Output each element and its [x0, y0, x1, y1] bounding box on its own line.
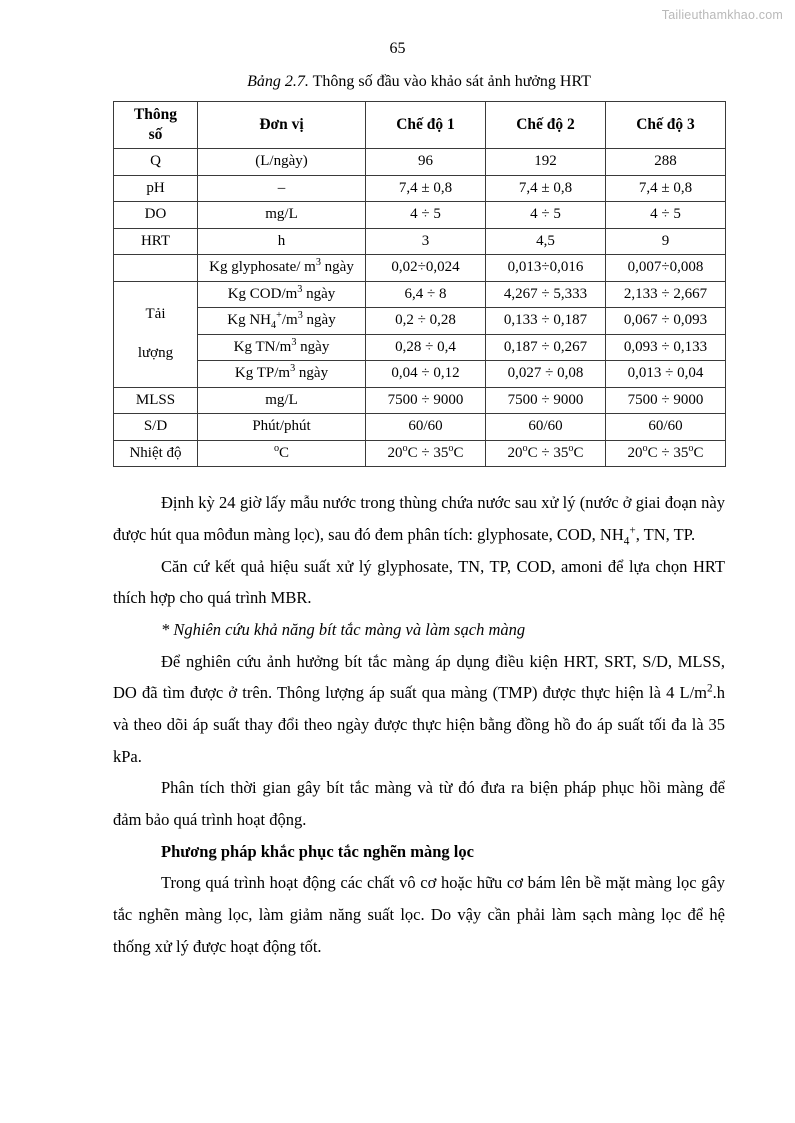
paragraph-fouling-analysis: Phân tích thời gian gây bít tắc màng và từ đó đưa ra biện pháp phục hồi màng để đảm bảo quá trình hoạt động.	[113, 778, 725, 829]
unit-suffix: C	[279, 444, 290, 461]
paragraph-hrt-selection: Căn cứ kết quả hiệu suất xử lý glyphosate, TN, TP, COD, amoni để lựa chọn HRT thích hợp cho quá trình MBR.	[113, 556, 725, 608]
unit-text: Kg TN/m	[233, 338, 292, 355]
unit-suffix: ngày	[320, 259, 354, 276]
cell-mode-3: 4 ÷ 5	[606, 202, 726, 229]
paragraph-text: Để nghiên cứu ảnh hưởng bít tắc màng áp dụng điều kiện HRT, SRT, S/D, MLSS, DO đã tìm được ở trên. Thông lượng áp suất qua màng (TMP) được thực hiện là 4 L/m	[113, 651, 725, 703]
degree-superscript: o	[402, 442, 408, 454]
unit-suffix: ngày	[302, 312, 336, 329]
unit-text: Kg COD/m	[227, 285, 298, 302]
ammonium-subscript: 4	[623, 535, 630, 548]
paragraph-tmp-conditions	[113, 646, 725, 773]
table-row	[114, 387, 726, 414]
cell-unit	[198, 361, 366, 388]
temp-high: C	[573, 444, 584, 461]
cell-mode-3: 288	[606, 149, 726, 176]
cell-mode-3: 7500 ÷ 9000	[606, 387, 726, 414]
cell-mode-3: 0,067 ÷ 0,093	[606, 308, 726, 335]
paragraph-text: Định kỳ 24 giờ lấy mẫu nước trong thùng chứa nước sau xử lý (nước ở giai đoạn này được hút qua môđun màng lọc), sau đó đem phân tích: glyphosate, COD, NH	[113, 493, 725, 544]
header-mode-3: Chế độ 3	[606, 102, 726, 149]
unit-subscript: 4	[271, 320, 277, 332]
input-parameters-table	[113, 101, 726, 467]
degree-superscript: o	[688, 442, 694, 454]
cell-parameter: pH	[114, 175, 198, 202]
cell-unit	[198, 308, 366, 335]
cell-mode-2: 0,013÷0,016	[486, 255, 606, 282]
header-mode-2: Chế độ 2	[486, 102, 606, 149]
degree-superscript: o	[642, 442, 648, 454]
cell-mode-2: 4 ÷ 5	[486, 202, 606, 229]
cell-mode-2: 4,267 ÷ 5,333	[486, 281, 606, 308]
unit-superscript: o	[273, 442, 280, 454]
cell-parameter: S/D	[114, 414, 198, 441]
paragraph-cleaning-rationale: Trong quá trình hoạt động các chất vô cơ hoặc hữu cơ bám lên bề mặt màng lọc gây tắc nghẽn màng lọc, làm giảm năng suất lọc. Do vậy cần phải làm sạch màng lọc để hệ thống xử lý được hoạt động tốt.	[113, 873, 725, 956]
paragraph-text-tail: .h và theo dõi áp suất thay đổi theo ngày được thực hiện bằng đồng hồ đo áp suất tối đa là 35 kPa.	[113, 683, 725, 766]
cell-mode-1: 6,4 ÷ 8	[366, 281, 486, 308]
cell-mode-1: 0,2 ÷ 0,28	[366, 308, 486, 335]
unit-text: Kg glyphosate/ m	[209, 259, 316, 276]
cell-mode-1: 7500 ÷ 9000	[366, 387, 486, 414]
table-caption	[113, 72, 725, 92]
cell-mode-1: 60/60	[366, 414, 486, 441]
cell-parameter: Nhiệt độ	[114, 440, 198, 467]
cell-mode-1: 3	[366, 228, 486, 255]
table-row	[114, 149, 726, 176]
table-caption-text: Thông số đầu vào khảo sát ảnh hưởng HRT	[308, 73, 591, 90]
cell-mode-1	[366, 440, 486, 467]
subheading-membrane-fouling: * Nghiên cứu khả năng bít tắc màng và làm sạch màng	[161, 619, 526, 639]
temp-mid: C ÷ 35	[647, 444, 689, 461]
temp-high: C	[693, 444, 704, 461]
unit-superscript: 3	[291, 336, 297, 348]
unit-suffix: ngày	[302, 285, 336, 302]
cell-unit: (L/ngày)	[198, 149, 366, 176]
cell-mode-1: 4 ÷ 5	[366, 202, 486, 229]
cell-mode-3: 2,133 ÷ 2,667	[606, 281, 726, 308]
table-header-row	[114, 102, 726, 149]
cell-mode-2: 4,5	[486, 228, 606, 255]
cell-mode-1: 7,4 ± 0,8	[366, 175, 486, 202]
cell-parameter: DO	[114, 202, 198, 229]
unit-superscript: 3	[297, 283, 303, 295]
table-row	[114, 281, 726, 308]
unit-text: Kg NH	[227, 312, 272, 329]
cell-mode-3: 0,093 ÷ 0,133	[606, 334, 726, 361]
cell-mode-1: 0,28 ÷ 0,4	[366, 334, 486, 361]
cell-unit	[198, 334, 366, 361]
table-row	[114, 361, 726, 388]
subheading-cleaning-method: Phương pháp khắc phục tắc nghẽn màng lọc	[161, 841, 474, 861]
paragraph-sampling	[113, 487, 725, 550]
header-parameter	[114, 102, 198, 149]
cell-unit	[198, 440, 366, 467]
table-caption-number: Bảng 2.7.	[247, 73, 309, 90]
table-row	[114, 440, 726, 467]
cell-mode-3: 60/60	[606, 414, 726, 441]
table-row	[114, 228, 726, 255]
cell-mode-3: 9	[606, 228, 726, 255]
group-label-line2: lượng	[137, 345, 174, 362]
cell-mode-2: 192	[486, 149, 606, 176]
header-parameter-line2: số	[148, 126, 163, 144]
unit-charge-superscript: +	[276, 310, 282, 322]
cell-unit: Phút/phút	[198, 414, 366, 441]
cell-mode-1: 0,04 ÷ 0,12	[366, 361, 486, 388]
cell-parameter: MLSS	[114, 387, 198, 414]
temp-high: C	[453, 444, 464, 461]
temp-mid: C ÷ 35	[527, 444, 569, 461]
cell-unit	[198, 255, 366, 282]
cell-mode-2: 0,027 ÷ 0,08	[486, 361, 606, 388]
table-row	[114, 202, 726, 229]
cell-mode-2: 0,133 ÷ 0,187	[486, 308, 606, 335]
table-row	[114, 308, 726, 335]
temp-low: 20	[507, 444, 523, 461]
cell-mode-3: 7,4 ± 0,8	[606, 175, 726, 202]
cell-unit	[198, 281, 366, 308]
degree-superscript: o	[568, 442, 574, 454]
cell-unit: h	[198, 228, 366, 255]
header-parameter-line1: Thông	[133, 106, 178, 123]
cell-unit: mg/L	[198, 387, 366, 414]
page-number: 65	[389, 40, 406, 57]
cell-mode-2: 60/60	[486, 414, 606, 441]
unit-suffix: ngày	[295, 365, 329, 382]
table-row	[114, 414, 726, 441]
cell-mode-1: 0,02÷0,024	[366, 255, 486, 282]
table-row	[114, 334, 726, 361]
group-label-line1: Tải	[145, 306, 166, 323]
square-meter-superscript: 2	[707, 682, 713, 695]
watermark-text: Tailieuthamkhao.com	[661, 8, 783, 22]
ammonium-superscript: +	[629, 524, 636, 537]
cell-parameter: HRT	[114, 228, 198, 255]
temp-low: 20	[627, 444, 643, 461]
unit-mid: /m	[281, 312, 298, 329]
degree-superscript: o	[448, 442, 454, 454]
table-row	[114, 175, 726, 202]
cell-mode-3: 0,007÷0,008	[606, 255, 726, 282]
body-text-block	[113, 487, 725, 962]
cell-mode-2: 0,187 ÷ 0,267	[486, 334, 606, 361]
unit-text: Kg TP/m	[234, 365, 291, 382]
cell-parameter-empty	[114, 255, 198, 282]
cell-parameter: Q	[114, 149, 198, 176]
cell-mode-2	[486, 440, 606, 467]
table-row	[114, 255, 726, 282]
unit-superscript: 3	[290, 363, 296, 375]
paragraph-text-tail: , TN, TP.	[635, 524, 696, 544]
cell-parameter-group	[114, 281, 198, 387]
cell-mode-2: 7500 ÷ 9000	[486, 387, 606, 414]
page-content	[113, 72, 725, 962]
temp-mid: C ÷ 35	[407, 444, 449, 461]
cell-mode-1: 96	[366, 149, 486, 176]
cell-mode-3	[606, 440, 726, 467]
unit-suffix: ngày	[296, 338, 330, 355]
header-mode-1: Chế độ 1	[366, 102, 486, 149]
unit-superscript: 3	[297, 310, 303, 322]
header-unit: Đơn vị	[198, 102, 366, 149]
cell-mode-3: 0,013 ÷ 0,04	[606, 361, 726, 388]
temp-low: 20	[387, 444, 403, 461]
cell-unit: mg/L	[198, 202, 366, 229]
cell-mode-2: 7,4 ± 0,8	[486, 175, 606, 202]
cell-unit: –	[198, 175, 366, 202]
unit-superscript: 3	[315, 257, 321, 269]
degree-superscript: o	[522, 442, 528, 454]
